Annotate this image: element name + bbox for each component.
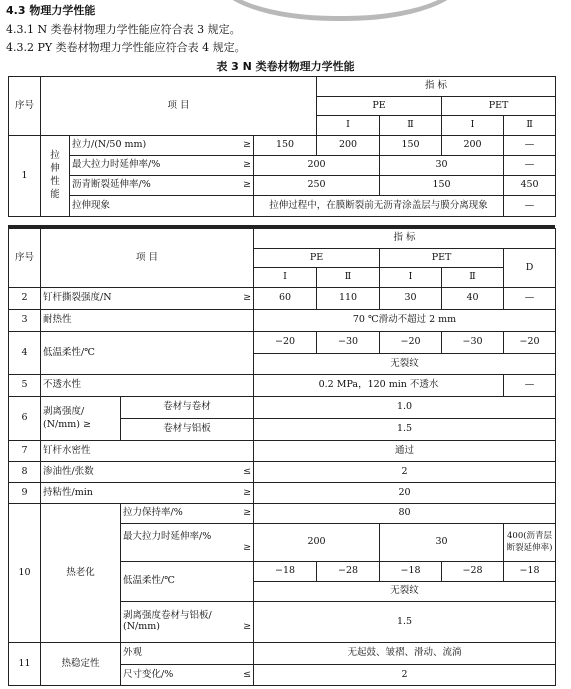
value-cell: 0.2 MPa，120 min 不透水 bbox=[254, 375, 504, 397]
table-caption: 表 3 N 类卷材物理力学性能 bbox=[216, 60, 355, 73]
seq-header: 序号 bbox=[9, 229, 41, 288]
item-label: 最大拉力时延伸率/% ≥ bbox=[70, 156, 254, 176]
clause-4-3-1: 4.3.1 N 类卷材物理力学性能应符合表 3 规定。 bbox=[6, 23, 241, 36]
item-label: 拉伸现象 bbox=[70, 196, 254, 217]
item-header: 项 目 bbox=[41, 77, 317, 136]
index-header: 指 标 bbox=[317, 77, 556, 97]
pet-header: PET bbox=[380, 249, 504, 268]
decorative-arc bbox=[215, 0, 465, 21]
value-cell: 通过 bbox=[254, 441, 556, 462]
row-no: 4 bbox=[9, 332, 41, 375]
item-label: 不透水性 bbox=[41, 375, 254, 397]
grade-2: Ⅱ bbox=[442, 268, 504, 288]
index-header: 指 标 bbox=[254, 229, 556, 249]
value-cell: 30 bbox=[380, 156, 504, 176]
row-no: 7 bbox=[9, 441, 41, 462]
grade-1: Ⅰ bbox=[317, 116, 380, 136]
row-no: 5 bbox=[9, 375, 41, 397]
value-cell: — bbox=[504, 288, 556, 310]
pet-header: PET bbox=[442, 97, 556, 116]
item-label: 耐热性 bbox=[41, 310, 254, 332]
value-cell: 30 bbox=[380, 288, 442, 310]
row-no: 8 bbox=[9, 462, 41, 483]
grade-2: Ⅱ bbox=[380, 116, 442, 136]
value-cell: −18 bbox=[504, 562, 556, 582]
value-cell: 450 bbox=[504, 176, 556, 196]
value-cell: 200 bbox=[254, 156, 380, 176]
row-no: 9 bbox=[9, 483, 41, 504]
item-header: 项 目 bbox=[41, 229, 254, 288]
item-label: 剥离强度/ (N/mm) ≥ bbox=[41, 397, 121, 441]
item-label: 热老化 bbox=[41, 504, 121, 643]
value-cell: 200 bbox=[254, 524, 380, 562]
d-header: D bbox=[504, 249, 556, 288]
value-cell: −20 bbox=[504, 332, 556, 354]
value-cell: 1.5 bbox=[254, 602, 556, 643]
value-cell: 110 bbox=[317, 288, 380, 310]
sub-item-label: 低温柔性/℃ bbox=[121, 562, 254, 602]
row-no: 2 bbox=[9, 288, 41, 310]
row-no: 6 bbox=[9, 397, 41, 441]
value-cell: 拉伸过程中，在膜断裂前无沥青涂盖层与膜分离现象 bbox=[254, 196, 504, 217]
item-label: 钉杆水密性 bbox=[41, 441, 254, 462]
table-3-top bbox=[8, 76, 556, 217]
row-no: 3 bbox=[9, 310, 41, 332]
sub-item-label: 尺寸变化/% ≤ bbox=[121, 665, 254, 686]
value-cell: −30 bbox=[442, 332, 504, 354]
value-cell: 200 bbox=[442, 136, 504, 156]
sub-item-label: 拉力保持率/% ≥ bbox=[121, 504, 254, 524]
row-no: 1 bbox=[9, 136, 41, 217]
value-cell: −28 bbox=[442, 562, 504, 582]
value-cell: −20 bbox=[380, 332, 442, 354]
value-cell: 150 bbox=[380, 176, 504, 196]
value-cell: 150 bbox=[380, 136, 442, 156]
value-cell: −18 bbox=[380, 562, 442, 582]
value-cell: 200 bbox=[317, 136, 380, 156]
value-cell: 2 bbox=[254, 665, 556, 686]
value-cell: — bbox=[504, 196, 556, 217]
item-label: 拉力/(N/50 mm) ≥ bbox=[70, 136, 254, 156]
grade-1: Ⅰ bbox=[442, 116, 504, 136]
section-heading: 4.3 物理力学性能 bbox=[6, 4, 96, 17]
value-cell: 1.0 bbox=[254, 397, 556, 419]
item-label: 热稳定性 bbox=[41, 643, 121, 686]
value-cell: — bbox=[504, 156, 556, 176]
value-cell: 70 ℃滑动不超过 2 mm bbox=[254, 310, 556, 332]
value-cell: — bbox=[504, 375, 556, 397]
value-cell: 40 bbox=[442, 288, 504, 310]
grade-1: Ⅰ bbox=[254, 268, 317, 288]
sub-item-label: 卷材与铝板 bbox=[121, 419, 254, 441]
value-cell: −18 bbox=[254, 562, 317, 582]
value-cell: 150 bbox=[254, 136, 317, 156]
item-label: 钉杆撕裂强度/N ≥ bbox=[41, 288, 254, 310]
value-cell: 无裂纹 bbox=[254, 354, 556, 375]
grade-2: Ⅱ bbox=[317, 268, 380, 288]
value-cell: −20 bbox=[254, 332, 317, 354]
grade-1: Ⅰ bbox=[380, 268, 442, 288]
sub-item-label: 外观 bbox=[121, 643, 254, 665]
tensile-group-label: 拉伸性能 bbox=[41, 136, 70, 217]
row-no: 10 bbox=[9, 504, 41, 643]
value-cell: −28 bbox=[317, 562, 380, 582]
value-cell: 2 bbox=[254, 462, 556, 483]
grade-2: Ⅱ bbox=[504, 116, 556, 136]
row-no: 11 bbox=[9, 643, 41, 686]
seq-header: 序号 bbox=[9, 77, 41, 136]
pe-header: PE bbox=[254, 249, 380, 268]
value-cell: 无裂纹 bbox=[254, 582, 556, 602]
value-cell: 1.5 bbox=[254, 419, 556, 441]
table-3-continued bbox=[8, 228, 556, 686]
item-label: 持粘性/min ≥ bbox=[41, 483, 254, 504]
value-cell: 无起鼓、皱褶、滑动、流淌 bbox=[254, 643, 556, 665]
item-label: 沥青断裂延伸率/% ≥ bbox=[70, 176, 254, 196]
value-cell: 20 bbox=[254, 483, 556, 504]
sub-item-label: 最大拉力时延伸率/% ≥ bbox=[121, 524, 254, 562]
sub-item-label: 卷材与卷材 bbox=[121, 397, 254, 419]
pe-header: PE bbox=[317, 97, 442, 116]
value-cell: 80 bbox=[254, 504, 556, 524]
item-label: 渗油性/张数 ≤ bbox=[41, 462, 254, 483]
sub-item-label: 剥离强度卷材与铝板/ (N/mm) ≥ bbox=[121, 602, 254, 643]
clause-4-3-2: 4.3.2 PY 类卷材物理力学性能应符合表 4 规定。 bbox=[6, 41, 246, 54]
value-cell: — bbox=[504, 136, 556, 156]
value-cell: 250 bbox=[254, 176, 380, 196]
value-cell: 30 bbox=[380, 524, 504, 562]
value-cell: 400(沥青层 断裂延伸率) bbox=[504, 524, 556, 562]
value-cell: −30 bbox=[317, 332, 380, 354]
value-cell: 60 bbox=[254, 288, 317, 310]
item-label: 低温柔性/℃ bbox=[41, 332, 254, 375]
